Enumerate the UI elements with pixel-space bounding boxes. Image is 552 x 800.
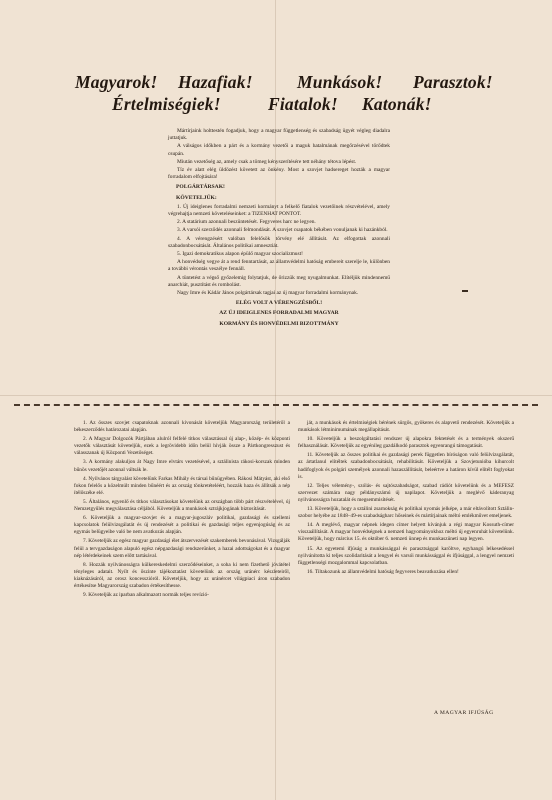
committee-name: AZ ÚJ IDEIGLENES FORRADALMI MAGYAR bbox=[219, 310, 339, 317]
point-item: 5. Általános, egyenlő és titkos választásokat követelünk az országban több párt részvételével, új Nemzetgyűlés megválasztása céljából. Követeljük a munkások sztrájkjogának biztosítását. bbox=[74, 498, 290, 513]
point-item: ját, a munkások és értelmiségiek bérének sürgős, gyökeres és alapvető rendezését. Követeljük a munkások létminimumának megállapítását. bbox=[298, 420, 514, 434]
demand-item: 4. A vérengzésért valóban felelősök törvény elé állítását. Az elfogottak azonnali szabadonbocsátását. Általános politikai amnesztiát. bbox=[168, 235, 390, 249]
point-item: 8. Hozzák nyilvánosságra külkereskedelmi szerződéseinket, a soha ki nem fizethető jóvátétel tényleges adatait. Nyílt és őszinte tájékoztatást követelünk az ország uránérc készleteiről, kiaknázásáról, az orosz koncesszióról. Követeljük, hogy az uránércet világpiaci áron szabadon értékesítse Magyarország szabadon értékesíthesse. bbox=[74, 561, 290, 589]
point-item: 3. A kormány alakuljon át Nagy Imre elvtárs vezetésével, a sztálinista rákosi-korszak minden bűnös vezetőjét azonnal váltsák le. bbox=[74, 459, 290, 473]
headline-word: Hazafiak! bbox=[178, 72, 253, 92]
fold-line bbox=[275, 0, 276, 800]
demand-item: 1. Új ideiglenes forradalmi nemzeti kormányt a felkelő fiatalok vezetőinek részvételével, amely végrehajtja nemzeti követeléseinket: a TIZENHAT PONTOT. bbox=[168, 203, 390, 218]
point-item: 6. Követeljük a magyar-szovjet és a magyar-jugoszláv politikai, gazdasági és szellemi kapcsolatok felülvizsgálatát és új rendezését a politikai és gazdasági teljes egyenjogúság és az egymás belügyeibe való be nem avatkozás alapján. bbox=[74, 515, 290, 536]
point-item: 1. Az összes szovjet csapatoknak azonnali kivonását követeljük Magyarország területéről a békeszerződés határozatai alapján. bbox=[74, 420, 290, 434]
headline-word: Parasztok! bbox=[413, 72, 493, 92]
headline-word: Munkások! bbox=[297, 72, 383, 92]
intro-proclamation bbox=[168, 128, 390, 329]
committee-name: KORMÁNY ÉS HONVÉDELMI BIZOTTMÁNY bbox=[219, 320, 339, 327]
point-item: 12. Teljes vélemény-, szólás- és sajtószabadságot, szabad rádiót követelünk és a MEFESZ szervezet számára nagy példányszámú új napilapot. Követeljük a meglévő káderanyag nyilvánosságra hozatalát és megsemmisítését. bbox=[298, 482, 514, 503]
point-item: 16. Tiltakozunk az államvédelmi hatóság fegyveres beavatkozása ellen! bbox=[307, 568, 459, 575]
demand-item: 3. A varsói szerződés azonnali felmondását. A szovjet csapatok békében vonuljanak ki hazánkból. bbox=[177, 227, 388, 234]
demand-item: 2. A statárium azonnali beszüntetését. Fegyveres harc ne legyen. bbox=[177, 219, 316, 226]
closing-slogan: ELÉG VOLT A VÉRENGZÉSBŐL! bbox=[235, 300, 323, 307]
paragraph: A válságos időkben a párt és a kormány vezetői a maguk hatalmának megőrzésével törődtek csupán. bbox=[168, 143, 390, 157]
headline-word: Fiatalok! bbox=[268, 94, 338, 114]
headline-word: Értelmiségiek! bbox=[112, 94, 221, 114]
point-item: 11. Követeljük az összes politikai és gazdasági perek független bíróságon való felülvizsgálatát, az ártatlanul elítéltek szabadonbocsátását, rehabilitását. Követeljük a Szovjetunióba kihurcolt hadifoglyok és polgári személyek azonnali hazaszállítását, beleértve a határon kívül elítélt foglyokat is. bbox=[298, 452, 514, 480]
point-item: 13. Követeljük, hogy a sztálini zsarnokság és politikai nyomás jelképe, a már eltávolított Sztálin-szobor helyébe az 1848–49-es szabadságharc hőseinek és mártírjainak méltó emlékművet emeljenek. bbox=[298, 506, 514, 520]
signature: A MAGYAR IFJÚSÁG bbox=[434, 710, 494, 716]
headline-word: Katonák! bbox=[362, 94, 432, 114]
point-item: 4. Nyilvános tárgyalást követelünk Farkas Mihály és társai bűnügyében. Rákosi Mátyást, aki első fokon felelős a közelmúlt minden bűnéért és az ország tönkretételéért, hozzák haza és állítsák a nép ítélőszéke elé. bbox=[74, 475, 290, 496]
paragraph: Nagy Imre és Kádár János polgártársak tagjai az új magyar forradalmi kormánynak. bbox=[177, 290, 359, 297]
fold-line bbox=[0, 395, 552, 396]
point-item: 2. A Magyar Dolgozók Pártjában alulról felfelé titkos választással új alap-, közép- és központi vezetők választását követeljük, ezek a legrövidebb időn belül hívják össze a Pártkongresszust és válasszanak új Központi Vezetőséget. bbox=[74, 436, 290, 457]
point-item: 10. Követeljük a beszolgáltatási rendszer új alapokra fektetését és a termények okszerű felhasználását. Követeljük az egyénileg gazdálkodó parasztok egyenrangú támogatását. bbox=[298, 436, 514, 450]
demand-item: 5. Igazi demokratikus alapon épülő magyar szocializmust! bbox=[177, 251, 303, 258]
point-item: 14. A meglévő, magyar népnek idegen címer helyett kívánjuk a régi magyar Kossuth-címer visszaállítását. A magyar honvédségnek a nemzeti hagyományokhoz méltó új egyenruhát követelünk. Követeljük, hogy március 15. és október 6. nemzeti ünnep és munkaszüneti nap legyen. bbox=[298, 522, 514, 543]
point-item: 9. Követeljük az iparban alkalmazott normák teljes revízió- bbox=[83, 592, 209, 599]
headline-word: Magyarok! bbox=[75, 72, 158, 92]
paragraph: Tíz év alatt elég üldözést követett az önkény. Most a szovjet hadsereget hozták a magyar forradalom elfojtására! bbox=[168, 167, 390, 181]
paragraph: A tüntetést a végső győzelemig folytatjuk, de őrizzük meg nyugalmunkat. Elítéljük mindennemű anarchiát, pusztítást és rombolást. bbox=[168, 274, 390, 288]
paragraph: A honvédség vegye át a rend fenntartását, az államvédelmi hatóság embereit szerelje le, különben a további vérontás veszélye fennáll. bbox=[168, 259, 390, 273]
demands-heading: KÖVETELJÜK: bbox=[176, 194, 217, 201]
demands-column-right bbox=[298, 420, 514, 578]
greeting: POLGÁRTÁRSAK! bbox=[176, 184, 225, 191]
point-item: 7. Követeljük az egész magyar gazdasági élet átszervezését szakemberek bevonásával. Vizsgálják felül a tervgazdaságon alapuló egész népgazdasági rendszerünket, a hazai adottságokat és a magyar nép létérdekeinek szem előtt tartásával. bbox=[74, 538, 290, 559]
paragraph: Miután vezetőség az, amely csak a tömeg kényszerítésére tett néhány tétova lépést. bbox=[177, 158, 357, 165]
demands-column-left bbox=[74, 420, 290, 601]
ink-mark bbox=[462, 290, 468, 292]
paragraph: Mártírjaink holttestén fogadjuk, hogy a magyar függetlenség és szabadság ügyét végleg diadalra juttatjuk. bbox=[168, 128, 390, 142]
point-item: 15. Az egyetemi ifjúság a munkássággal és parasztsággal karöltve, egyhangú lelkesedéssel nyilvánította ki teljes szolidaritását a lengyel és varsói munkássággal és ifjúsággal, a lengyel nemzeti függetlenségi mozgalommal kapcsolatban. bbox=[298, 545, 514, 566]
tear-line bbox=[14, 404, 538, 406]
